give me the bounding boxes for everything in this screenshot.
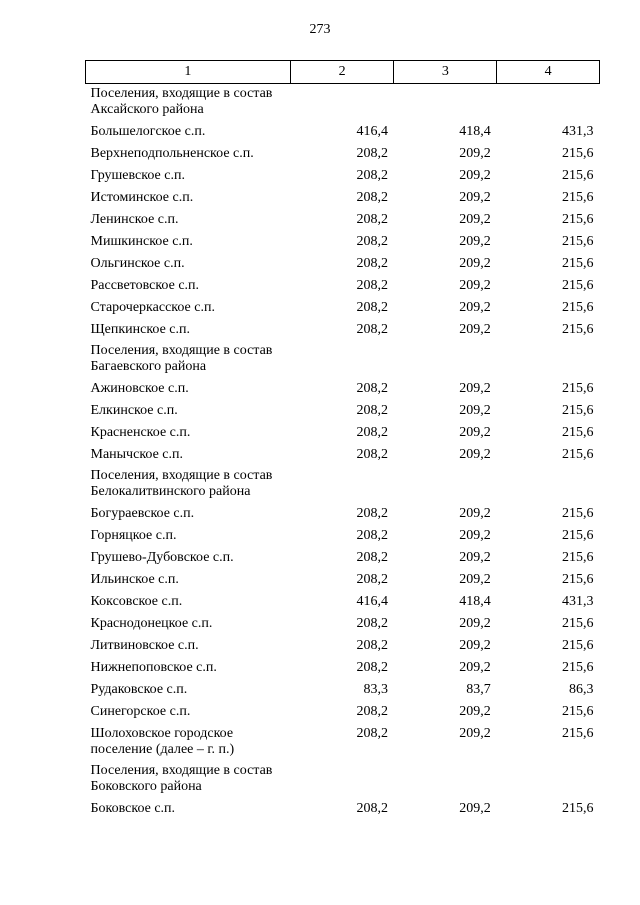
value-col-2: 208,2: [356, 190, 388, 205]
table-row: [86, 723, 600, 761]
district-group-heading: [86, 84, 600, 122]
table-row: [86, 187, 600, 209]
value-col-4: 215,6: [562, 638, 594, 653]
value-col-3: 209,2: [459, 425, 491, 440]
settlement-name: Коксовское с.п.: [90, 594, 183, 609]
column-header-3: 3: [394, 61, 497, 84]
settlement-name: Боковское с.п.: [90, 801, 176, 816]
value-col-3: 83,7: [466, 682, 491, 697]
settlement-name: Рассветовское с.п.: [90, 278, 200, 293]
value-col-3: 209,2: [459, 381, 491, 396]
table-row: [86, 319, 600, 341]
table-row: [86, 297, 600, 319]
table-row: [86, 569, 600, 591]
empty-cell: [290, 761, 394, 798]
value-col-3: 209,2: [459, 146, 491, 161]
value-col-3: 209,2: [459, 322, 491, 337]
value-col-4: 215,6: [562, 381, 594, 396]
value-col-4: 215,6: [562, 506, 594, 521]
district-group-label: Поселения, входящие в состав Белокалитвинского района: [90, 468, 273, 499]
value-col-3: 209,2: [459, 638, 491, 653]
empty-cell: [394, 466, 497, 503]
table-row: [86, 165, 600, 187]
district-group-heading: [86, 466, 600, 503]
value-col-2: 208,2: [356, 572, 388, 587]
empty-cell: [497, 341, 600, 378]
value-col-3: 209,2: [459, 403, 491, 418]
value-col-3: 209,2: [459, 190, 491, 205]
table-row: [86, 525, 600, 547]
value-col-4: 215,6: [562, 300, 594, 315]
settlements-table: [85, 60, 600, 820]
table-row: [86, 701, 600, 723]
value-col-2: 208,2: [356, 726, 388, 741]
value-col-2: 208,2: [356, 256, 388, 271]
district-group-label: Поселения, входящие в состав Боковского района: [90, 763, 273, 794]
settlement-name: Литвиновское с.п.: [90, 638, 199, 653]
value-col-2: 416,4: [356, 124, 388, 139]
table-row: [86, 613, 600, 635]
value-col-3: 209,2: [459, 506, 491, 521]
settlement-name: Грушевское с.п.: [90, 168, 185, 183]
value-col-4: 215,6: [562, 704, 594, 719]
value-col-3: 209,2: [459, 278, 491, 293]
table-row: [86, 231, 600, 253]
settlement-name: Верхнеподпольненское с.п.: [90, 146, 254, 161]
value-col-3: 209,2: [459, 726, 491, 741]
page-number: 273: [309, 22, 331, 37]
value-col-2: 208,2: [356, 322, 388, 337]
value-col-3: 209,2: [459, 550, 491, 565]
value-col-3: 209,2: [459, 528, 491, 543]
settlement-name: Мишкинское с.п.: [90, 234, 193, 249]
value-col-4: 215,6: [562, 447, 594, 462]
settlement-name: Рудаковское с.п.: [90, 682, 188, 697]
empty-cell: [497, 761, 600, 798]
settlement-name: Краснодонецкое с.п.: [90, 616, 213, 631]
settlement-name: Большелогское с.п.: [90, 124, 206, 139]
value-col-4: 431,3: [562, 594, 594, 609]
value-col-2: 208,2: [356, 403, 388, 418]
settlement-name: Ильинское с.п.: [90, 572, 179, 587]
value-col-2: 208,2: [356, 381, 388, 396]
table-row: [86, 679, 600, 701]
table-row: [86, 798, 600, 820]
table-row: [86, 635, 600, 657]
value-col-2: 208,2: [356, 146, 388, 161]
column-header-2: 2: [290, 61, 394, 84]
table-row: [86, 444, 600, 466]
value-col-3: 209,2: [459, 616, 491, 631]
value-col-3: 209,2: [459, 660, 491, 675]
table-body: [86, 84, 600, 821]
value-col-4: 431,3: [562, 124, 594, 139]
table-row: [86, 400, 600, 422]
empty-cell: [497, 466, 600, 503]
settlement-name: Нижнепоповское с.п.: [90, 660, 217, 675]
value-col-4: 215,6: [562, 146, 594, 161]
value-col-2: 83,3: [363, 682, 388, 697]
table-row: [86, 253, 600, 275]
value-col-2: 208,2: [356, 801, 388, 816]
settlement-name: Старочеркасское с.п.: [90, 300, 215, 315]
empty-cell: [394, 84, 497, 122]
empty-cell: [394, 341, 497, 378]
value-col-2: 208,2: [356, 300, 388, 315]
settlement-name: Ажиновское с.п.: [90, 381, 189, 396]
value-col-4: 215,6: [562, 726, 594, 741]
table-header-row: [86, 61, 600, 84]
table-row: [86, 209, 600, 231]
value-col-2: 208,2: [356, 616, 388, 631]
value-col-2: 208,2: [356, 234, 388, 249]
value-col-2: 208,2: [356, 425, 388, 440]
district-group-label: Поселения, входящие в состав Аксайского района: [90, 86, 273, 117]
district-group-label: Поселения, входящие в состав Багаевского района: [90, 343, 273, 374]
settlement-name: Истоминское с.п.: [90, 190, 194, 205]
value-col-2: 208,2: [356, 447, 388, 462]
district-group-heading: [86, 341, 600, 378]
value-col-3: 209,2: [459, 801, 491, 816]
empty-cell: [290, 84, 394, 122]
settlement-name: Манычское с.п.: [90, 447, 183, 462]
value-col-3: 209,2: [459, 212, 491, 227]
table-row: [86, 503, 600, 525]
value-col-4: 215,6: [562, 190, 594, 205]
settlement-name: Ленинское с.п.: [90, 212, 179, 227]
value-col-4: 215,6: [562, 528, 594, 543]
value-col-2: 208,2: [356, 528, 388, 543]
empty-cell: [290, 341, 394, 378]
settlement-name: Шолоховское городское поселение (далее – г. п.): [90, 726, 235, 757]
value-col-3: 209,2: [459, 168, 491, 183]
value-col-4: 215,6: [562, 801, 594, 816]
empty-cell: [497, 84, 600, 122]
value-col-4: 215,6: [562, 256, 594, 271]
table-row: [86, 547, 600, 569]
value-col-2: 416,4: [356, 594, 388, 609]
value-col-2: 208,2: [356, 638, 388, 653]
table-row: [86, 422, 600, 444]
value-col-2: 208,2: [356, 704, 388, 719]
empty-cell: [290, 466, 394, 503]
value-col-3: 209,2: [459, 572, 491, 587]
value-col-4: 215,6: [562, 403, 594, 418]
value-col-2: 208,2: [356, 660, 388, 675]
value-col-4: 215,6: [562, 572, 594, 587]
table-row: [86, 378, 600, 400]
value-col-4: 215,6: [562, 660, 594, 675]
settlement-name: Синегорское с.п.: [90, 704, 191, 719]
value-col-2: 208,2: [356, 278, 388, 293]
value-col-3: 418,4: [459, 124, 491, 139]
empty-cell: [394, 761, 497, 798]
district-group-heading: [86, 761, 600, 798]
value-col-2: 208,2: [356, 212, 388, 227]
settlement-name: Богураевское с.п.: [90, 506, 195, 521]
value-col-4: 215,6: [562, 322, 594, 337]
value-col-3: 418,4: [459, 594, 491, 609]
value-col-3: 209,2: [459, 704, 491, 719]
column-header-4: 4: [497, 61, 600, 84]
settlement-name: Елкинское с.п.: [90, 403, 178, 418]
value-col-3: 209,2: [459, 234, 491, 249]
value-col-4: 215,6: [562, 550, 594, 565]
value-col-3: 209,2: [459, 256, 491, 271]
value-col-3: 209,2: [459, 447, 491, 462]
settlement-name: Красненское с.п.: [90, 425, 191, 440]
settlement-name: Грушево-Дубовское с.п.: [90, 550, 234, 565]
value-col-4: 215,6: [562, 168, 594, 183]
value-col-4: 215,6: [562, 278, 594, 293]
settlement-name: Ольгинское с.п.: [90, 256, 185, 271]
settlement-name: Щепкинское с.п.: [90, 322, 191, 337]
value-col-2: 208,2: [356, 506, 388, 521]
table-row: [86, 275, 600, 297]
table-row: [86, 591, 600, 613]
table-row: [86, 143, 600, 165]
value-col-2: 208,2: [356, 550, 388, 565]
settlement-name: Горняцкое с.п.: [90, 528, 177, 543]
value-col-4: 215,6: [562, 616, 594, 631]
value-col-2: 208,2: [356, 168, 388, 183]
table-row: [86, 657, 600, 679]
value-col-4: 215,6: [562, 425, 594, 440]
table-row: [86, 121, 600, 143]
value-col-4: 215,6: [562, 234, 594, 249]
value-col-4: 86,3: [569, 682, 594, 697]
column-header-1: 1: [86, 61, 291, 84]
value-col-4: 215,6: [562, 212, 594, 227]
value-col-3: 209,2: [459, 300, 491, 315]
